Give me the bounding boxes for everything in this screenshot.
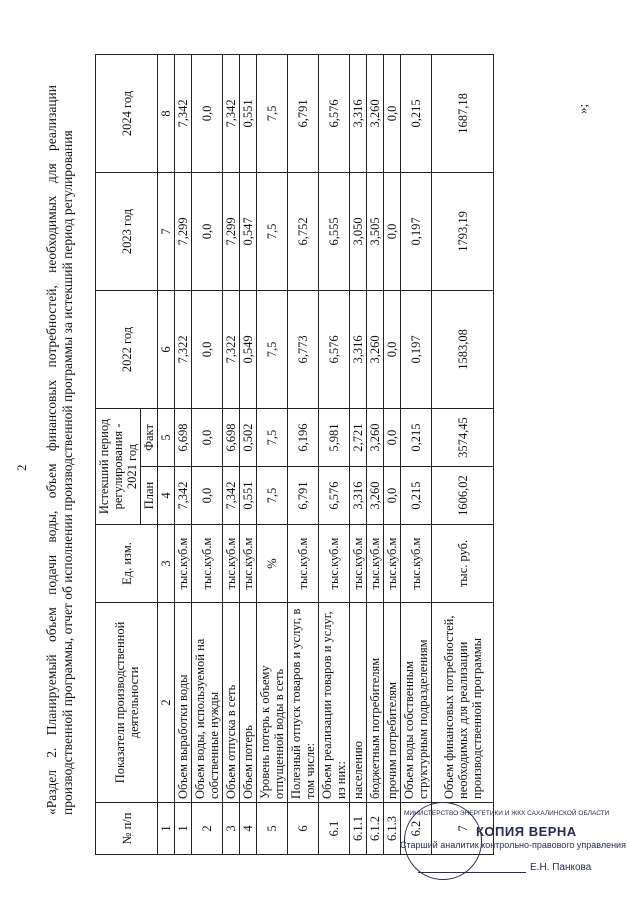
table-row <box>240 54 257 854</box>
cell-y2023: 0,0 <box>192 172 223 290</box>
col-2024-header: 2024 год <box>96 54 158 172</box>
cell-y2024: 7,342 <box>223 54 240 172</box>
cell-plan: 6,576 <box>319 467 350 525</box>
cell-name: Объем выработки воды <box>175 603 192 803</box>
cell-y2023: 6,752 <box>288 172 319 290</box>
signature-line <box>418 872 526 873</box>
cell-num: 2 <box>192 803 223 855</box>
cell-y2022: 3,260 <box>367 290 384 408</box>
cell-unit: тыс.куб.м <box>223 525 240 603</box>
cell-y2023: 3,050 <box>350 172 367 290</box>
col-number: 4 <box>158 467 175 525</box>
page-number: 2 <box>14 464 29 471</box>
col-indicator-header: Показатели производственной деятельности <box>96 603 158 803</box>
cell-plan: 0,0 <box>384 467 401 525</box>
cell-y2023: 7,5 <box>257 172 288 290</box>
cell-name: Объем потерь <box>240 603 257 803</box>
cell-num: 6.1.3 <box>384 803 401 855</box>
cell-y2023: 7,299 <box>175 172 192 290</box>
col-fact-header: Факт <box>141 408 158 466</box>
stamp-copy-label: КОПИЯ ВЕРНА <box>476 824 577 839</box>
cell-plan: 0,215 <box>401 467 432 525</box>
cell-y2023: 0,0 <box>384 172 401 290</box>
table-row <box>401 54 432 854</box>
cell-y2024: 0,0 <box>192 54 223 172</box>
cell-num: 6.1.1 <box>350 803 367 855</box>
certification-stamp <box>398 802 626 886</box>
cell-num: 6.1.2 <box>367 803 384 855</box>
cell-unit: тыс.куб.м <box>401 525 432 603</box>
cell-y2024: 0,551 <box>240 54 257 172</box>
cell-num: 7 <box>432 803 494 855</box>
header-row <box>96 54 141 854</box>
cell-fact: 0,502 <box>240 408 257 466</box>
table-row <box>319 54 350 854</box>
col-number: 3 <box>158 525 175 603</box>
cell-unit: тыс.куб.м <box>319 525 350 603</box>
cell-plan: 3,260 <box>367 467 384 525</box>
cell-fact: 7,5 <box>257 408 288 466</box>
section-intro: «Раздел 2. Планируемый объем подачи воды, объем финансовых потребностей, необходимых для реализации производственной программы, отчет об исполнении производственной программы за истекший период регулирования <box>44 85 75 815</box>
cell-fact: 6,698 <box>175 408 192 466</box>
cell-y2022: 0,0 <box>384 290 401 408</box>
table-row <box>223 54 240 854</box>
cell-y2023: 1793,19 <box>432 172 494 290</box>
stamp-official-title: Старший аналитик контрольно-правового управления <box>400 840 626 850</box>
col-number: 6 <box>158 290 175 408</box>
table-row <box>432 54 494 854</box>
col-number: 5 <box>158 408 175 466</box>
cell-y2024: 6,576 <box>319 54 350 172</box>
cell-fact: 3,260 <box>367 408 384 466</box>
cell-y2022: 6,576 <box>319 290 350 408</box>
table-row <box>257 54 288 854</box>
column-numbers-row <box>158 54 175 854</box>
closing-mark: »; <box>575 103 590 114</box>
cell-unit: тыс.куб.м <box>350 525 367 603</box>
table-row <box>367 54 384 854</box>
table-row <box>288 54 319 854</box>
stamp-ministry: МИНИСТЕРСТВО ЭНЕРГЕТИКИ И ЖКХ САХАЛИНСКОЙ ОБЛАСТИ <box>404 810 610 817</box>
cell-y2024: 1687,18 <box>432 54 494 172</box>
cell-fact: 6,196 <box>288 408 319 466</box>
table-row <box>350 54 367 854</box>
cell-plan: 0,551 <box>240 467 257 525</box>
cell-y2024: 7,5 <box>257 54 288 172</box>
table-row <box>175 54 192 854</box>
cell-y2022: 7,322 <box>223 290 240 408</box>
cell-plan: 7,5 <box>257 467 288 525</box>
cell-plan: 7,342 <box>175 467 192 525</box>
cell-unit: тыс.куб.м <box>192 525 223 603</box>
cell-num: 6.1 <box>319 803 350 855</box>
cell-y2022: 0,0 <box>192 290 223 408</box>
cell-plan: 0,0 <box>192 467 223 525</box>
cell-num: 6.2 <box>401 803 432 855</box>
table-row <box>192 54 223 854</box>
cell-name: населению <box>350 603 367 803</box>
cell-y2022: 0,549 <box>240 290 257 408</box>
cell-name: Объем отпуска в сеть <box>223 603 240 803</box>
col-num-header: № п/п <box>96 803 158 855</box>
cell-fact: 0,0 <box>384 408 401 466</box>
cell-y2024: 3,316 <box>350 54 367 172</box>
cell-num: 5 <box>257 803 288 855</box>
col-2022-header: 2022 год <box>96 290 158 408</box>
cell-y2023: 3,505 <box>367 172 384 290</box>
col-number: 7 <box>158 172 175 290</box>
cell-y2023: 0,197 <box>401 172 432 290</box>
cell-fact: 2,721 <box>350 408 367 466</box>
cell-plan: 3,316 <box>350 467 367 525</box>
cell-y2023: 6,555 <box>319 172 350 290</box>
cell-y2023: 0,547 <box>240 172 257 290</box>
cell-unit: тыс.куб.м <box>288 525 319 603</box>
table-row <box>384 54 401 854</box>
cell-fact: 0,0 <box>192 408 223 466</box>
cell-y2024: 3,260 <box>367 54 384 172</box>
stamp-official-name: Е.Н. Панкова <box>530 862 592 873</box>
cell-name: Объем финансовых потребностей, необходимых для реализации производственной программы <box>432 603 494 803</box>
cell-y2023: 7,299 <box>223 172 240 290</box>
cell-name: Уровень потерь к объему отпущенной воды в сеть <box>257 603 288 803</box>
cell-y2022: 3,316 <box>350 290 367 408</box>
cell-fact: 3574,45 <box>432 408 494 466</box>
cell-unit: % <box>257 525 288 603</box>
cell-name: Объем воды, используемой на собственные нужды <box>192 603 223 803</box>
cell-y2022: 1583,08 <box>432 290 494 408</box>
cell-y2024: 0,215 <box>401 54 432 172</box>
cell-y2024: 7,342 <box>175 54 192 172</box>
cell-unit: тыс. руб. <box>432 525 494 603</box>
cell-unit: тыс.куб.м <box>384 525 401 603</box>
cell-y2022: 7,5 <box>257 290 288 408</box>
col-number: 8 <box>158 54 175 172</box>
cell-name: прочим потребителям <box>384 603 401 803</box>
cell-fact: 0,215 <box>401 408 432 466</box>
col-number: 1 <box>158 803 175 855</box>
production-table <box>95 54 494 855</box>
cell-unit: тыс.куб.м <box>240 525 257 603</box>
cell-plan: 7,342 <box>223 467 240 525</box>
cell-name: Объем реализации товаров и услуг, из них: <box>319 603 350 803</box>
col-period-header: Истекший период регулирования - 2021 год <box>96 408 141 524</box>
cell-num: 3 <box>223 803 240 855</box>
cell-unit: тыс.куб.м <box>367 525 384 603</box>
cell-y2022: 6,773 <box>288 290 319 408</box>
cell-name: бюджетным потребителям <box>367 603 384 803</box>
cell-num: 6 <box>288 803 319 855</box>
cell-y2024: 0,0 <box>384 54 401 172</box>
cell-name: Объем воды собственным структурным подразделениям <box>401 603 432 803</box>
col-unit-header: Ед. изм. <box>96 525 158 603</box>
cell-num: 1 <box>175 803 192 855</box>
col-plan-header: План <box>141 467 158 525</box>
cell-fact: 6,698 <box>223 408 240 466</box>
cell-plan: 6,791 <box>288 467 319 525</box>
table-body <box>175 54 494 854</box>
cell-y2022: 0,197 <box>401 290 432 408</box>
col-number: 2 <box>158 603 175 803</box>
cell-num: 4 <box>240 803 257 855</box>
cell-fact: 5,981 <box>319 408 350 466</box>
col-2023-header: 2023 год <box>96 172 158 290</box>
cell-plan: 1606,02 <box>432 467 494 525</box>
cell-unit: тыс.куб.м <box>175 525 192 603</box>
cell-y2024: 6,791 <box>288 54 319 172</box>
cell-name: Полезный отпуск товаров и услуг, в том числе: <box>288 603 319 803</box>
cell-y2022: 7,322 <box>175 290 192 408</box>
